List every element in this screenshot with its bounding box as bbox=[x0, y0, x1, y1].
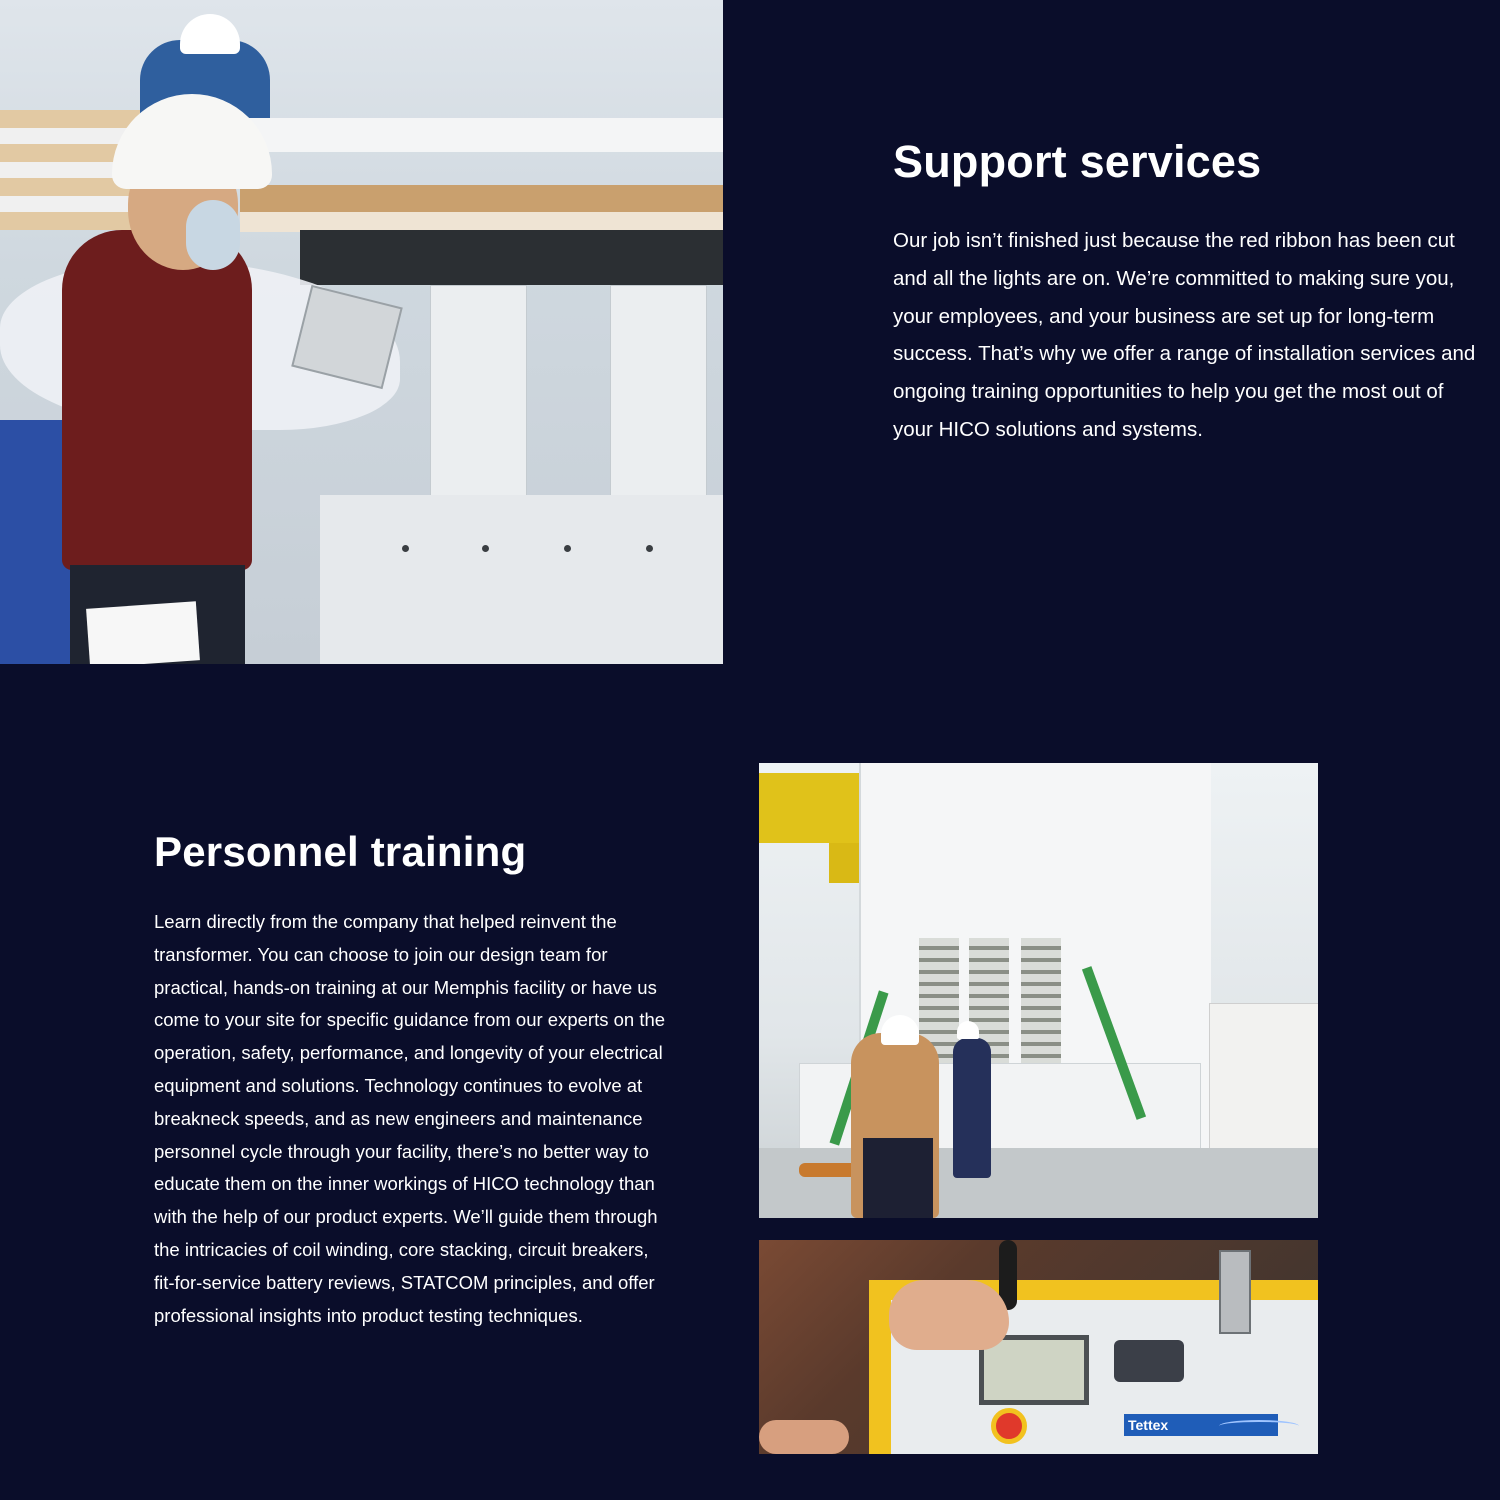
personnel-training-section bbox=[154, 826, 674, 1332]
equipment-brand-label: Tettex bbox=[1124, 1414, 1278, 1436]
personnel-training-heading: Personnel training bbox=[154, 828, 527, 875]
technician-factory-photo bbox=[0, 0, 723, 664]
personnel-training-body: Learn directly from the company that helped reinvent the transformer. You can choose to join our design team for practical, hands-on training at our Memphis facility or have us come to your site for specific guidance from our experts on the operation, safety, performance, and longevity of your electrical equipment and solutions. Technology continues to evolve at breakneck speeds, and as new engineers and maintenance personnel cycle through your facility, there’s no better way to educate them on the inner workings of HICO technology than with the help of our product experts. We’ll guide them through the intricacies of coil winding, core stacking, circuit breakers, fit-for-service battery reviews, STATCOM principles, and offer professional insights into product testing techniques. bbox=[154, 911, 666, 1326]
test-equipment-photo bbox=[759, 1240, 1318, 1454]
support-services-section bbox=[893, 136, 1483, 449]
printer-icon bbox=[1114, 1340, 1184, 1382]
transformer-hall-photo bbox=[759, 763, 1318, 1218]
support-services-body: Our job isn’t finished just because the red ribbon has been cut and all the lights are on. We’re committed to making sure you, your employees, and your business are set up for long-term success. That’s why we offer a range of installation services and ongoing training opportunities to help you get the most out of your HICO solutions and systems. bbox=[893, 229, 1476, 441]
emergency-stop-icon bbox=[991, 1408, 1027, 1444]
support-services-heading: Support services bbox=[893, 136, 1262, 187]
